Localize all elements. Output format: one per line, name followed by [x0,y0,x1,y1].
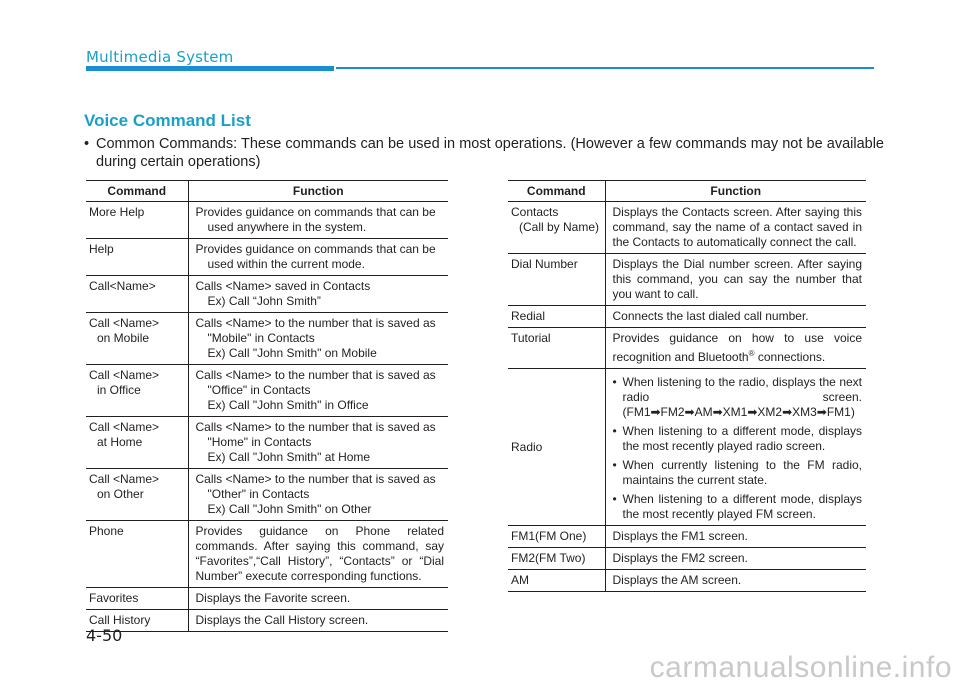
intro-paragraph [84,135,884,171]
function-text: Calls <Name> to the number that is saved as [195,316,436,330]
function-cell [188,521,448,588]
header-rule-thin [336,67,874,69]
command-text: on Other [97,487,144,501]
bullet-text: When listening to a different mode, displays the most recently played FM screen. [622,492,862,521]
command-text: on Mobile [97,331,150,345]
bullet-glyph: • [612,375,617,389]
bullet-glyph: • [612,424,617,438]
command-text: Phone [89,524,124,538]
function-text: Calls <Name> to the number that is saved as [195,472,436,486]
command-text: (Call by Name) [519,220,600,234]
function-text: connections. [754,350,826,364]
command-text: Call History [89,613,151,627]
table-row [86,610,448,632]
bullet-glyph: • [612,458,617,472]
command-cell [86,313,188,365]
function-text: Provides guidance on commands that can be [195,205,436,219]
radio-bullet-item [613,492,863,522]
function-text: Provides guidance on commands that can be [195,242,436,256]
function-cell [605,254,866,306]
command-text: FM2(FM Two) [511,551,586,565]
command-cell [508,369,605,526]
command-text: AM [511,573,529,587]
bullet-text: When listening to a different mode, displays the most recently played radio screen. [622,424,862,453]
function-text: used anywhere in the system. [207,220,367,234]
table-row [508,306,866,328]
command-text: Call <Name> [89,316,160,330]
table-row [86,521,448,588]
column-header-function: Function [605,181,866,202]
function-cell [605,202,866,254]
command-cell [86,239,188,276]
command-text: Favorites [89,591,139,605]
table-row [86,417,448,469]
table-header-row [86,181,448,202]
function-cell [605,548,866,570]
table-row [86,276,448,313]
command-cell [508,570,605,592]
table-row [86,588,448,610]
function-cell [605,570,866,592]
function-text: used within the current mode. [207,257,365,271]
function-text: "Home" in Contacts [207,435,312,449]
function-text: Displays the FM2 screen. [612,551,748,565]
table-row [508,202,866,254]
left-command-table [86,180,448,632]
function-cell [188,469,448,521]
command-cell [86,276,188,313]
bullet-text: When listening to the radio, displays the next radio screen. (FM1➡FM2➡AM➡XM1➡XM2➡XM3➡FM1) [622,375,862,419]
function-cell [605,526,866,548]
radio-bullet-item [613,424,863,454]
command-cell [508,548,605,570]
command-cell [86,469,188,521]
command-text: Radio [511,439,543,454]
header-title: Multimedia System [86,48,234,66]
column-header-function: Function [188,181,448,202]
command-text: FM1(FM One) [511,529,587,543]
function-text: Ex) Call "John Smith" at Home [207,450,371,464]
table-row [86,313,448,365]
command-text: Call <Name> [89,472,160,486]
bullet-glyph: • [84,136,90,152]
command-cell [86,521,188,588]
function-text: Ex) Call “John Smith” [207,294,321,308]
command-cell [508,328,605,369]
function-cell [188,417,448,469]
command-cell [508,526,605,548]
function-text: Ex) Call "John Smith" on Other [207,502,372,516]
column-header-command: Command [86,181,188,202]
command-text: Call<Name> [89,279,156,293]
command-cell [86,202,188,239]
function-cell [188,610,448,632]
radio-bullet-item [613,375,863,420]
table-row [508,328,866,369]
command-text: Call <Name> [89,368,160,382]
function-text: Provides guidance on how to use voice recognition and Bluetooth [612,331,862,364]
bullet-glyph: • [612,492,617,506]
bullet-text: When currently listening to the FM radio, maintains the current state. [622,458,862,487]
table-header-row [508,181,866,202]
column-header-command: Command [508,181,605,202]
command-text: at Home [97,435,143,449]
command-text: Call <Name> [89,420,160,434]
function-text: Displays the FM1 screen. [612,529,748,543]
function-cell [188,313,448,365]
table-row [508,548,866,570]
radio-bullet-item [613,458,863,488]
table-row [86,365,448,417]
function-text: Calls <Name> to the number that is saved as [195,368,436,382]
command-cell [86,365,188,417]
function-text: Displays the Contacts screen. After saying this command, say the name of a contact saved in the Contacts to automatically connect the call. [612,205,862,249]
table-row [86,239,448,276]
command-text: More Help [89,205,145,219]
function-cell [188,276,448,313]
function-cell [605,328,866,369]
function-text: Displays the Call History screen. [195,613,369,627]
command-text: Tutorial [511,331,551,345]
table-row [508,254,866,306]
command-text: Contacts [511,205,559,219]
function-text: Displays the AM screen. [612,573,742,587]
function-cell [188,588,448,610]
table-row [86,469,448,521]
function-text: Calls <Name> to the number that is saved as [195,420,436,434]
right-command-table [508,180,866,592]
table-row [86,202,448,239]
page-number: 4-50 [86,626,123,645]
function-text: "Mobile" in Contacts [207,331,315,345]
function-text: Displays the Dial number screen. After saying this command, you can say the number that you want to call. [612,257,862,301]
function-text: Displays the Favorite screen. [195,591,351,605]
function-text: Ex) Call "John Smith" in Office [207,398,369,412]
section-title: Voice Command List [84,111,251,130]
intro-text: Common Commands: These commands can be used in most operations. (However a few commands may not be available during certain operations) [96,136,884,170]
table-row [508,570,866,592]
function-cell [188,202,448,239]
registered-mark: ® [748,349,755,358]
function-text: Provides guidance on Phone related commands. After saying this command, say “Favorites”,“Call History”, “Contacts” or “Dial Number” execute corresponding functions. [195,524,444,583]
function-cell [605,369,866,526]
table-row [508,369,866,526]
command-text: Dial Number [511,257,578,271]
command-text: in Office [97,383,141,397]
function-text: Connects the last dialed call number. [612,309,809,323]
function-text: Calls <Name> saved in Contacts [195,279,371,293]
command-text: Help [89,242,114,256]
function-cell [188,239,448,276]
command-cell [86,417,188,469]
command-text: Redial [511,309,546,323]
table-row [508,526,866,548]
command-cell [508,254,605,306]
watermark-text: carmanualsonline.info [649,651,952,684]
command-cell [86,588,188,610]
command-cell [508,306,605,328]
function-text: Ex) Call "John Smith" on Mobile [207,346,377,360]
function-text: "Other" in Contacts [207,487,310,501]
command-cell [508,202,605,254]
function-cell [605,306,866,328]
function-text: "Office" in Contacts [207,383,311,397]
header-rule-thick [86,66,334,71]
function-cell [188,365,448,417]
